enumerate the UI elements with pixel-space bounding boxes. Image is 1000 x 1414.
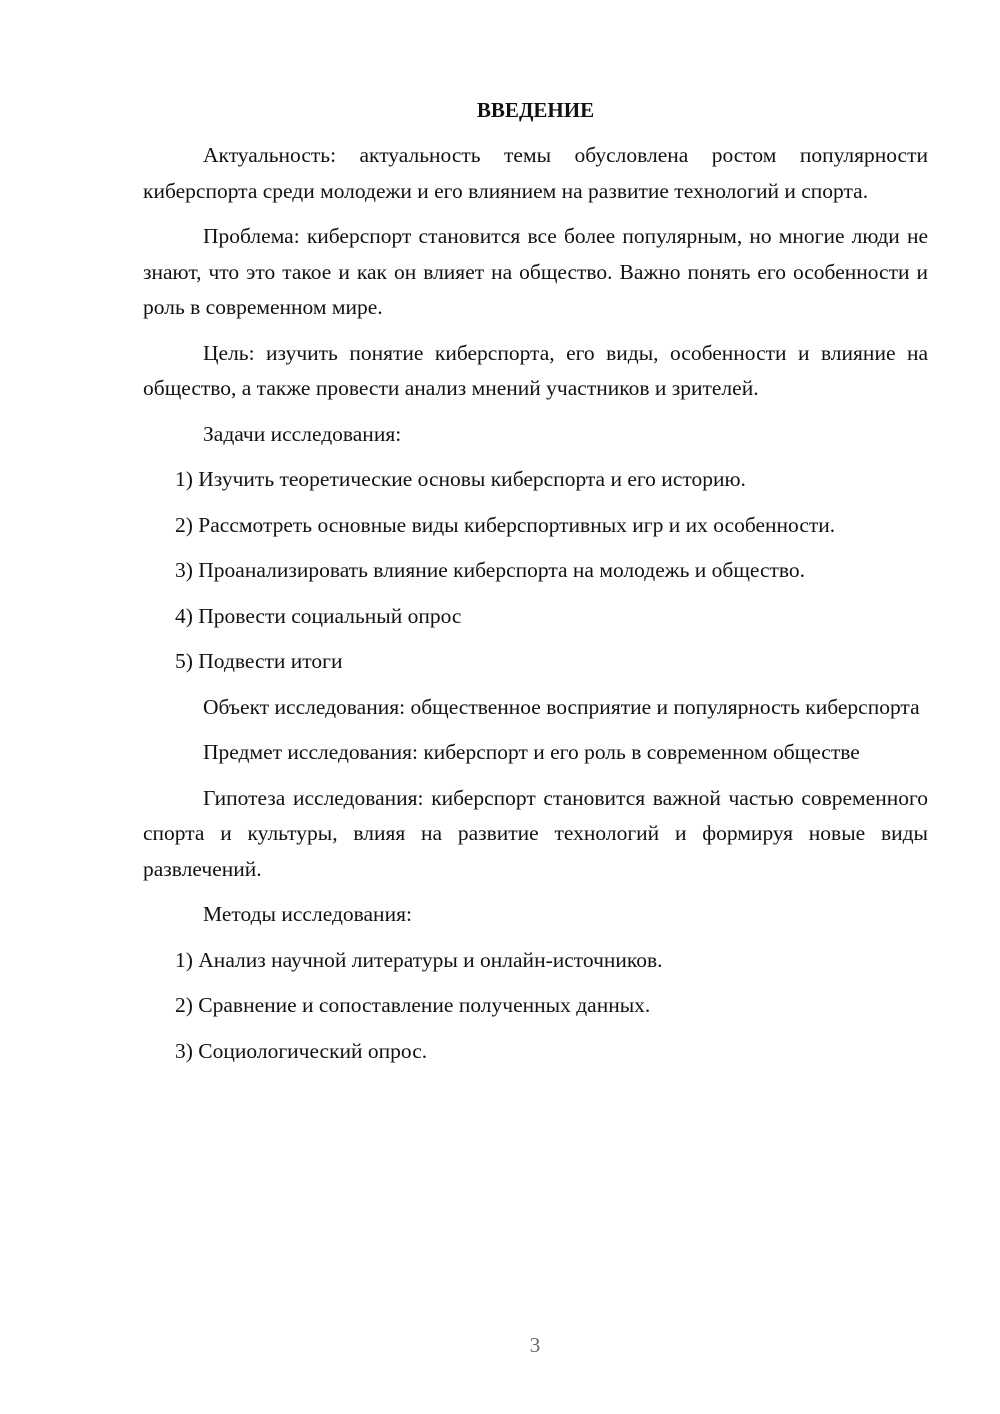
task-item: 5) Подвести итоги [175, 649, 343, 673]
methods-heading: Методы исследования: [203, 902, 412, 926]
research-subject-paragraph: Предмет исследования: киберспорт и его роль в современном обществе [203, 740, 860, 764]
task-item: 3) Проанализировать влияние киберспорта на молодежь и общество. [175, 558, 806, 582]
page-content [143, 94, 928, 1079]
research-object-paragraph: Объект исследования: общественное восприятие и популярность киберспорта [203, 694, 920, 719]
goal-paragraph: Цель: изучить понятие киберспорта, его виды, особенности и влияние на общество, а также провести анализ мнений участников и зрителей. [143, 340, 928, 400]
method-item: 3) Социологический опрос. [175, 1038, 428, 1063]
task-item: 2) Рассмотреть основные виды киберспортивных игр и их особенности. [175, 512, 836, 537]
task-item: 4) Провести социальный опрос [175, 603, 462, 628]
page-title: ВВЕДЕНИЕ [476, 98, 595, 122]
method-item: 2) Сравнение и сопоставление полученных данных. [175, 993, 651, 1017]
method-item: 1) Анализ научной литературы и онлайн-источников. [175, 947, 663, 972]
problem-paragraph: Проблема: киберспорт становится все более популярным, но многие люди не знают, что это такое и как он влияет на общество. Важно понять его особенности и роль в современном мире. [143, 224, 928, 319]
relevance-paragraph: Актуальность: актуальность темы обусловлена ростом популярности киберспорта среди молодежи и его влиянием на развитие технологий и спорта. [143, 143, 928, 203]
page-number: 3 [529, 1333, 541, 1357]
task-item: 1) Изучить теоретические основы киберспорта и его историю. [175, 467, 746, 491]
research-hypothesis-paragraph: Гипотеза исследования: киберспорт становится важной частью современного спорта и культуры, влияя на развитие технологий и формируя новые виды развлечений. [143, 785, 928, 881]
tasks-heading: Задачи исследования: [203, 421, 402, 446]
